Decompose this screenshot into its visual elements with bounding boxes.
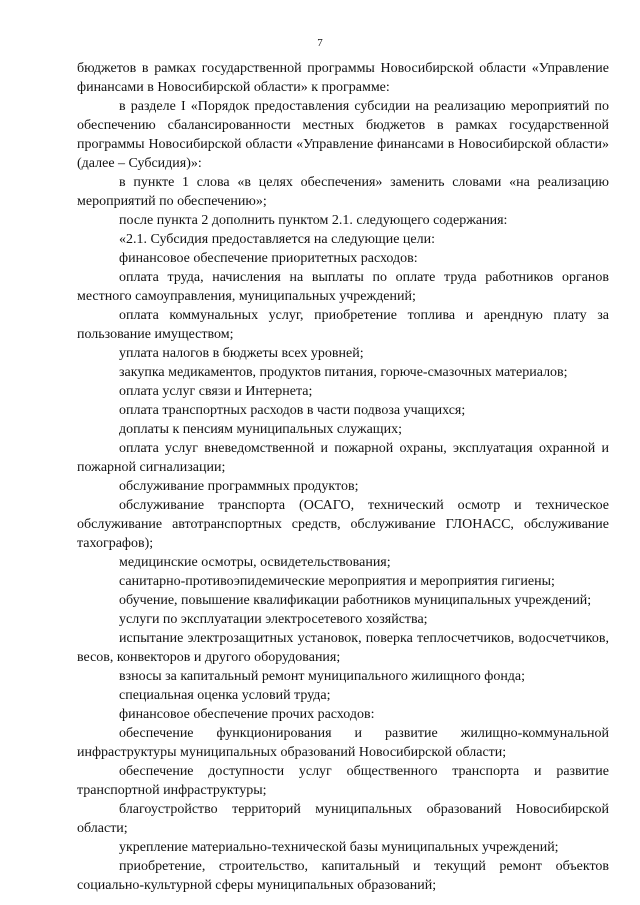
paragraph: уплата налогов в бюджеты всех уровней; [119,346,364,361]
paragraph: обслуживание программных продуктов; [119,479,359,494]
paragraph: после пункта 2 дополнить пунктом 2.1. следующего содержания: [119,213,508,228]
paragraph: обеспечение доступности услуг общественного транспорта и развитие транспортной инфраструктуры; [77,764,609,798]
paragraph: обеспечение функционирования и развитие жилищно-коммунальной инфраструктуры муниципальных образований Новосибирской области; [77,726,609,760]
paragraph: обслуживание транспорта (ОСАГО, технический осмотр и техническое обслуживание автотранспортных средств, обслуживание ГЛОНАСС, обслуживание тахографов); [77,498,609,551]
paragraph: оплата труда, начисления на выплаты по оплате труда работников органов местного самоуправления, муниципальных учреждений; [77,270,609,304]
paragraph: финансовое обеспечение приоритетных расходов: [119,251,418,266]
paragraph: в разделе I «Порядок предоставления субсидии на реализацию мероприятий по обеспечению сбалансированности местных бюджетов в рамках государственной программы Новосибирской области «Управление финансами в Новосибирской области» (далее – Субсидия)»: [77,99,609,171]
paragraph: закупка медикаментов, продуктов питания, горюче-смазочных материалов; [119,365,568,380]
paragraph: «2.1. Субсидия предоставляется на следующие цели: [119,232,435,247]
paragraph: оплата услуг вневедомственной и пожарной охраны, эксплуатация охранной и пожарной сигнализации; [77,441,609,475]
document-body [77,59,609,895]
paragraph: в пункте 1 слова «в целях обеспечения» заменить словами «на реализацию мероприятий по обеспечению»; [77,175,609,209]
paragraph: испытание электрозащитных установок, поверка теплосчетчиков, водосчетчиков, весов, конвекторов и другого оборудования; [77,631,609,665]
paragraph: обучение, повышение квалификации работников муниципальных учреждений; [119,593,592,608]
paragraph: бюджетов в рамках государственной программы Новосибирской области «Управление финансами в Новосибирской области» к программе: [77,61,609,95]
paragraph: специальная оценка условий труда; [119,688,331,703]
page-number: 7 [317,37,323,49]
paragraph: оплата услуг связи и Интернета; [119,384,313,399]
paragraph: оплата транспортных расходов в части подвоза учащихся; [119,403,466,418]
paragraph: укрепление материально-технической базы муниципальных учреждений; [119,840,559,855]
paragraph: благоустройство территорий муниципальных образований Новосибирской области; [77,802,609,836]
paragraph: доплаты к пенсиям муниципальных служащих; [119,422,402,437]
paragraph: санитарно-противоэпидемические мероприятия и мероприятия гигиены; [119,574,555,589]
paragraph: медицинские осмотры, освидетельствования; [119,555,391,570]
paragraph: услуги по эксплуатации электросетевого хозяйства; [119,612,428,627]
paragraph: взносы за капитальный ремонт муниципального жилищного фонда; [119,669,526,684]
paragraph: приобретение, строительство, капитальный и текущий ремонт объектов социально-культурной сферы муниципальных образований; [77,859,609,893]
paragraph: оплата коммунальных услуг, приобретение топлива и арендную плату за пользование имуществом; [77,308,609,342]
paragraph: финансовое обеспечение прочих расходов: [119,707,375,722]
